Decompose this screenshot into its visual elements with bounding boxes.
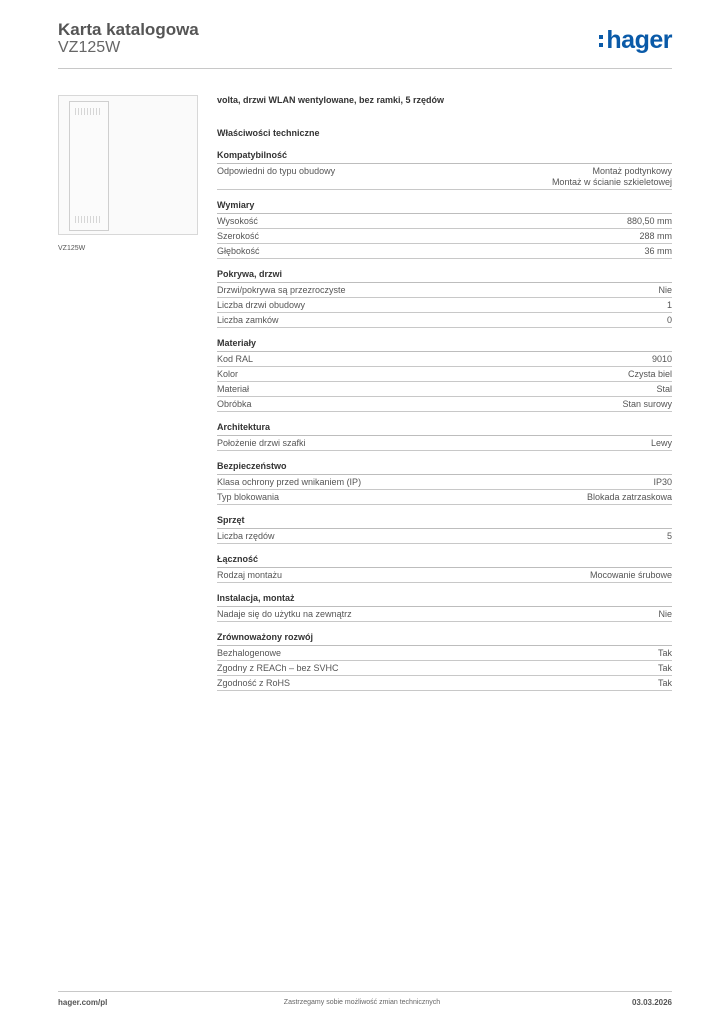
spec-row	[217, 352, 672, 367]
spec-row	[217, 283, 672, 298]
spec-value: Nie	[658, 285, 672, 295]
section-title: Instalacja, montaż	[217, 593, 672, 607]
footer-website[interactable]: hager.com/pl	[58, 998, 108, 1007]
footer-divider	[58, 991, 672, 992]
section-title: Kompatybilność	[217, 150, 672, 164]
spec-label: Kolor	[217, 369, 239, 379]
spec-section	[217, 200, 672, 259]
spec-section	[217, 461, 672, 505]
spec-value: Tak	[657, 648, 672, 658]
spec-value: Blokada zatrzaskowa	[586, 492, 672, 502]
spec-row	[217, 607, 672, 622]
spec-row	[217, 661, 672, 676]
spec-row	[217, 382, 672, 397]
spec-row	[217, 568, 672, 583]
section-title: Wymiary	[217, 200, 672, 214]
spec-row	[217, 436, 672, 451]
spec-row	[217, 229, 672, 244]
spec-label: Wysokość	[217, 216, 258, 226]
spec-row	[217, 529, 672, 544]
spec-row	[217, 164, 672, 190]
spec-label: Głębokość	[217, 246, 260, 256]
spec-label: Typ blokowania	[217, 492, 280, 502]
image-caption: VZ125W	[58, 245, 86, 252]
spec-value: Nie	[658, 609, 672, 619]
spec-label: Nadaje się do użytku na zewnątrz	[217, 609, 352, 619]
spec-label: Liczba zamków	[217, 315, 279, 325]
section-title: Sprzęt	[217, 515, 672, 529]
spec-value: 288 mm	[639, 231, 672, 241]
spec-section	[217, 338, 672, 412]
spec-row	[217, 313, 672, 328]
hager-logo	[599, 28, 672, 53]
spec-label: Zgodny z REACh – bez SVHC	[217, 663, 339, 673]
spec-row	[217, 676, 672, 691]
spec-value: Lewy	[650, 438, 672, 448]
logo-text: hager	[606, 26, 672, 54]
spec-label: Drzwi/pokrywa są przezroczyste	[217, 285, 346, 295]
spec-row	[217, 397, 672, 412]
spec-label: Położenie drzwi szafki	[217, 438, 306, 448]
spec-row	[217, 490, 672, 505]
spec-value: Tak	[657, 678, 672, 688]
spec-value: 36 mm	[644, 246, 672, 256]
product-code: VZ125W	[58, 39, 121, 56]
spec-section	[217, 515, 672, 544]
spec-value: 9010	[651, 354, 672, 364]
spec-value: IP30	[653, 477, 672, 487]
spec-section	[217, 593, 672, 622]
spec-value: Montaż podtynkowy Montaż w ścianie szkieletowej	[551, 166, 672, 187]
spec-label: Liczba rzędów	[217, 531, 275, 541]
spec-label: Zgodność z RoHS	[217, 678, 291, 688]
spec-value: Stan surowy	[622, 399, 672, 409]
spec-row	[217, 244, 672, 259]
section-title: Materiały	[217, 338, 672, 352]
spec-value: 0	[666, 315, 672, 325]
spec-label: Liczba drzwi obudowy	[217, 300, 306, 310]
spec-label: Kod RAL	[217, 354, 254, 364]
spec-value: Stal	[656, 384, 672, 394]
logo-colon-icon	[599, 35, 603, 47]
spec-value: 880,50 mm	[626, 216, 672, 226]
section-title: Bezpieczeństwo	[217, 461, 672, 475]
spec-value: Czysta biel	[627, 369, 672, 379]
spec-label: Rodzaj montażu	[217, 570, 283, 580]
spec-label: Szerokość	[217, 231, 260, 241]
spec-content	[217, 95, 672, 701]
spec-label: Bezhalogenowe	[217, 648, 282, 658]
spec-label: Obróbka	[217, 399, 252, 409]
spec-row	[217, 475, 672, 490]
spec-label: Materiał	[217, 384, 250, 394]
properties-heading: Właściwości techniczne	[217, 128, 320, 138]
spec-section	[217, 150, 672, 190]
spec-section	[217, 422, 672, 451]
spec-row	[217, 367, 672, 382]
spec-section	[217, 632, 672, 691]
footer-disclaimer: Zastrzegamy sobie możliwość zmian technicznych	[283, 999, 441, 1006]
spec-value: 5	[666, 531, 672, 541]
spec-row	[217, 646, 672, 661]
spec-value: Mocowanie śrubowe	[589, 570, 672, 580]
spec-row	[217, 214, 672, 229]
spec-row	[217, 298, 672, 313]
section-title: Architektura	[217, 422, 672, 436]
product-description: volta, drzwi WLAN wentylowane, bez ramki, 5 rzędów	[217, 95, 445, 105]
section-title: Zrównoważony rozwój	[217, 632, 672, 646]
enclosure-door-image	[58, 95, 198, 235]
spec-label: Klasa ochrony przed wnikaniem (IP)	[217, 477, 362, 487]
spec-section	[217, 269, 672, 328]
spec-section	[217, 554, 672, 583]
spec-label: Odpowiedni do typu obudowy	[217, 166, 336, 176]
document-title: Karta katalogowa	[58, 20, 199, 39]
section-title: Pokrywa, drzwi	[217, 269, 672, 283]
footer-date: 03.03.2026	[631, 998, 672, 1007]
header-divider	[58, 68, 672, 69]
section-title: Łączność	[217, 554, 672, 568]
spec-value: Tak	[657, 663, 672, 673]
spec-value: 1	[666, 300, 672, 310]
spec-sections	[217, 150, 672, 691]
